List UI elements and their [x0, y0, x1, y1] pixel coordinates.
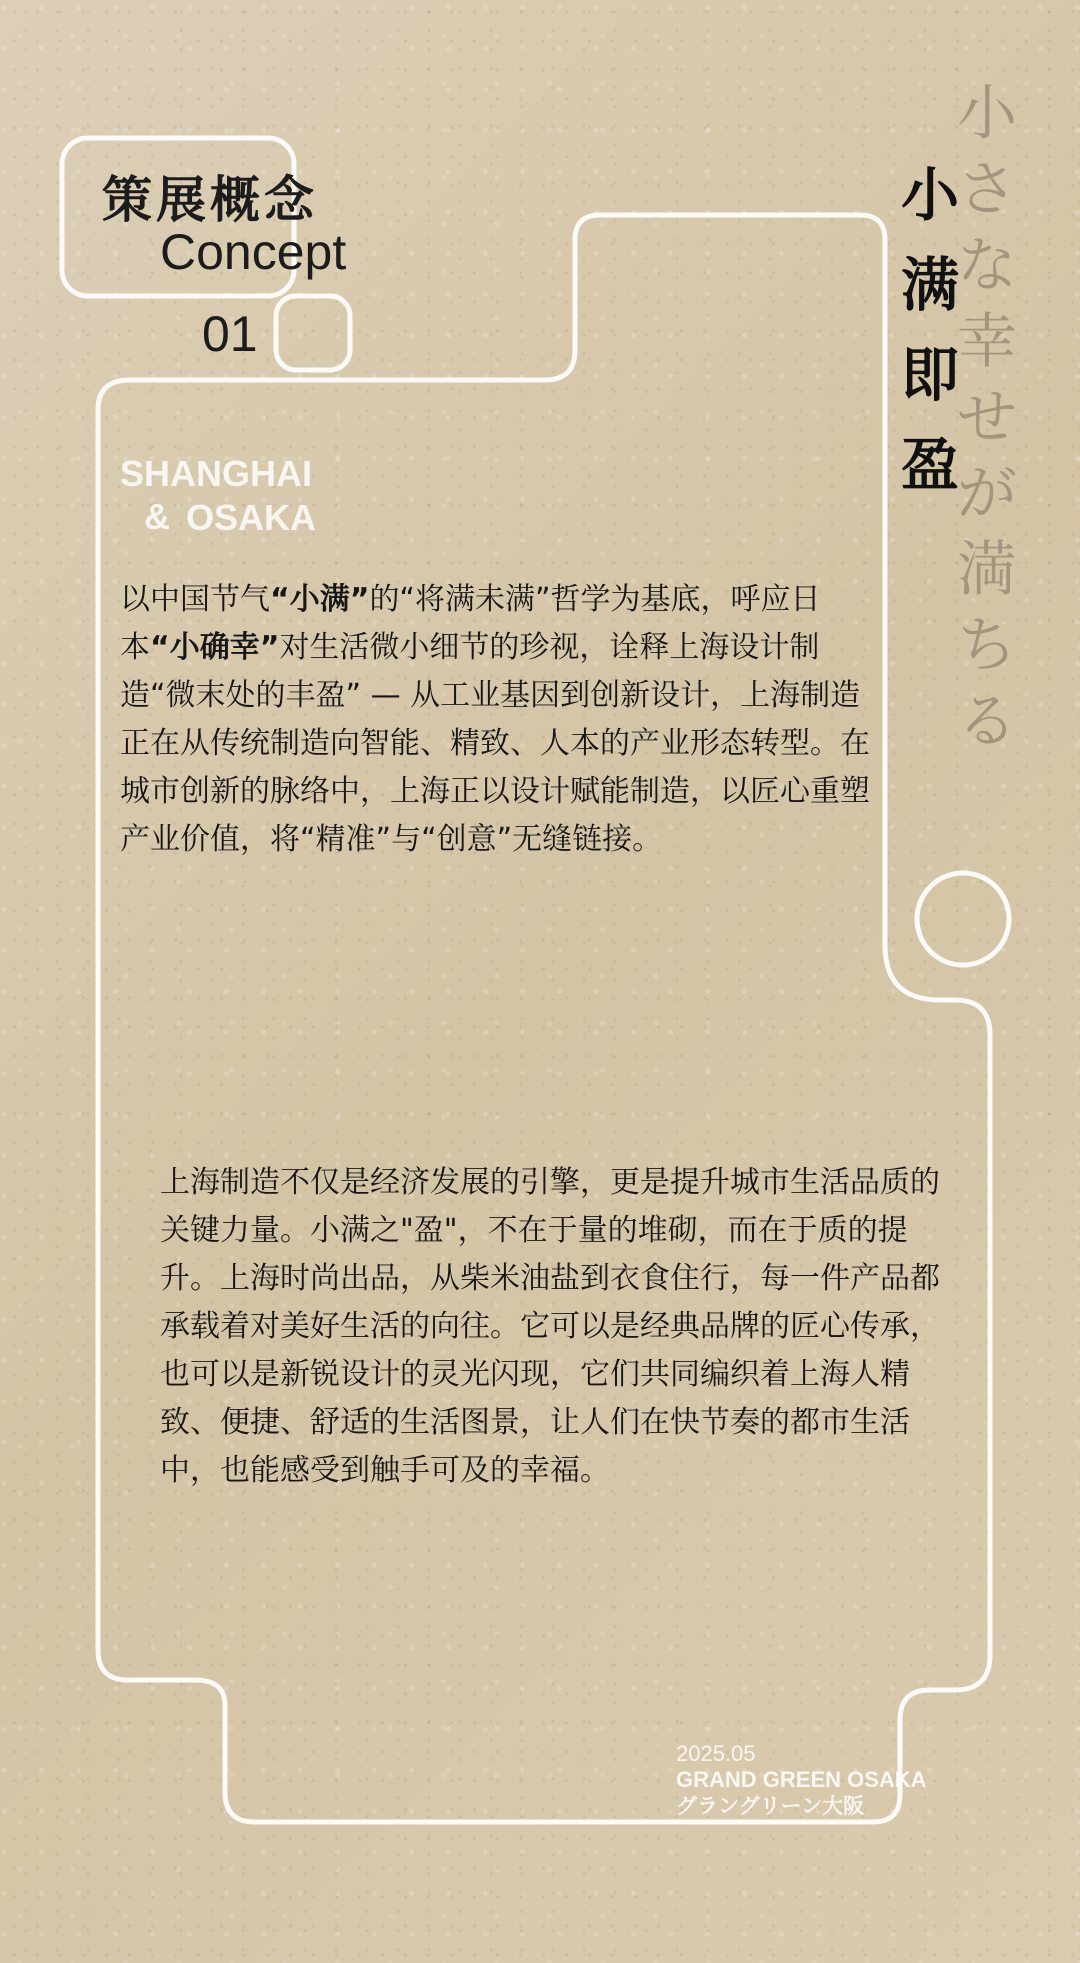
- section-number: 01: [202, 306, 258, 362]
- shanghai-osaka-wordmark: [120, 452, 360, 540]
- footer-event-info: [676, 1741, 1006, 1819]
- wordmark-line-1: SHANGHAI: [120, 453, 313, 494]
- footer-venue-japanese: グラングリーン大阪: [676, 1794, 865, 1818]
- intro-bold-xiaoquexing: “小确幸”: [150, 630, 280, 665]
- footer-venue-english: GRAND GREEN OSAKA: [676, 1767, 927, 1792]
- section-title-english: Concept: [160, 224, 347, 280]
- intro-text-3: 对生活微小细节的珍视，诠释上海设计制造“微末处的丰盈” — 从工业基因到创新设计，上海制造正在从传统制造向智能、精致、人本的产业形态转型。在城市创新的脉络中，上海正以设计赋能制造，以匠心重塑产业价值，将“精准”与“创意”无缝链接。: [120, 630, 870, 857]
- intro-text-1: 以中国节气: [120, 582, 270, 617]
- vertical-japanese-subtitle: 小さな幸せが満ちる: [957, 79, 1017, 757]
- intro-paragraph: [120, 576, 880, 864]
- decorative-circle: [917, 873, 1009, 965]
- wordmark-ampersand: &: [144, 496, 170, 537]
- section-title-chinese: 策展概念: [102, 171, 318, 229]
- number-outline-box: [276, 296, 350, 370]
- body-paragraph: 上海制造不仅是经济发展的引擎，更是提升城市生活品质的关键力量。小满之"盈"，不在于量的堆砌，而在于质的提升。上海时尚出品，从柴米油盐到衣食住行，每一件产品都承载着对美好生活的向往。它可以是经典品牌的匠心传承，也可以是新锐设计的灵光闪现，它们共同编织着上海人精致、便捷、舒适的生活图景，让人们在快节奏的都市生活中，也能感受到触手可及的幸福。: [160, 1165, 940, 1488]
- intro-bold-xiaoman: “小满”: [270, 582, 370, 617]
- vertical-chinese-title: 小满即盈: [900, 161, 959, 499]
- intro-text-2: 的“将满未满”哲学为基底，呼应日本: [120, 582, 821, 665]
- footer-date: 2025.05: [676, 1741, 756, 1766]
- wordmark-line-2: OSAKA: [186, 497, 317, 538]
